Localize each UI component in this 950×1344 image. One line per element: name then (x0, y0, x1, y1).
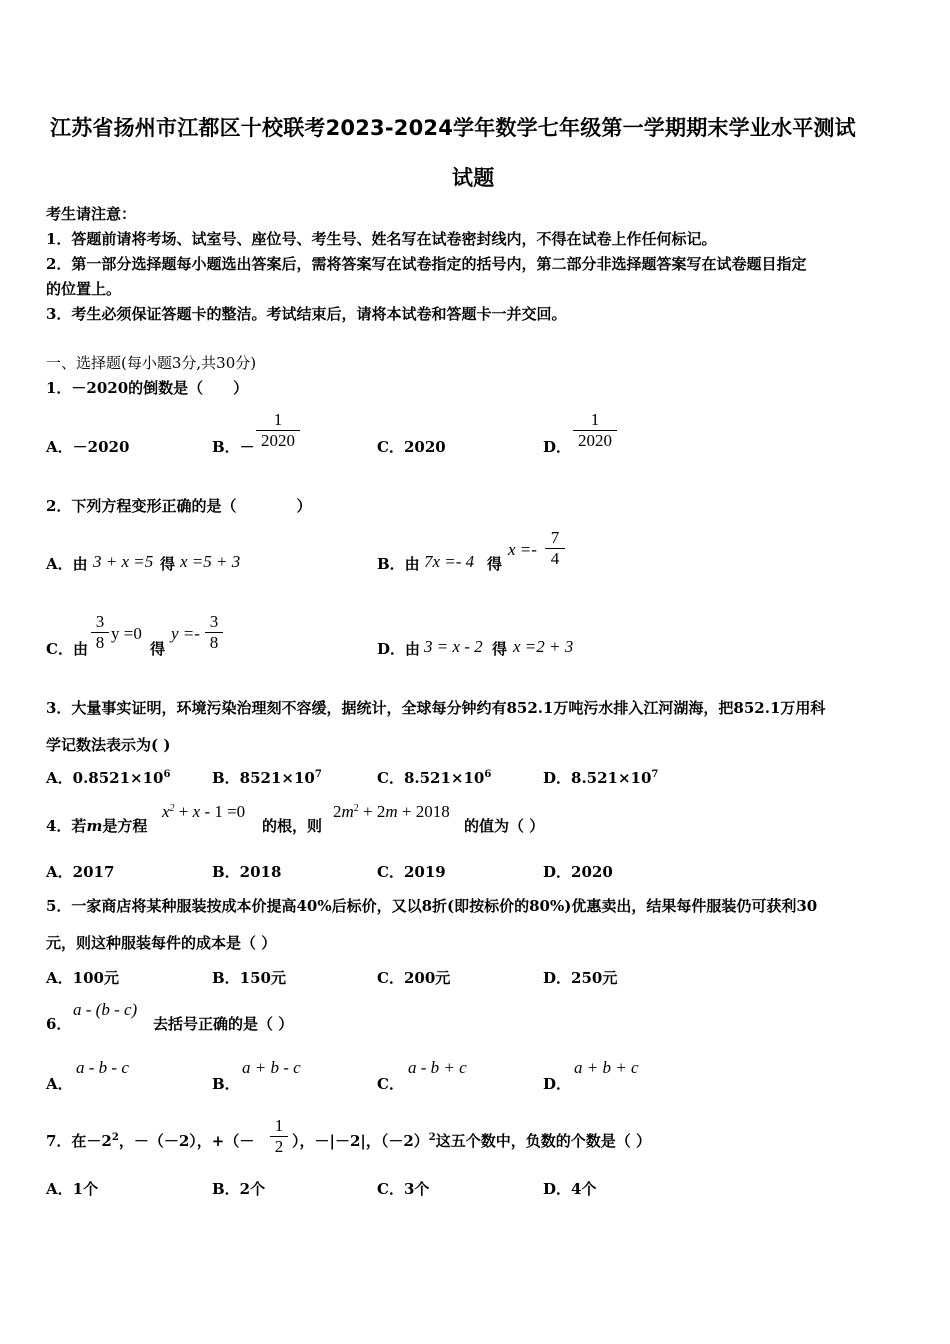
option-c: C．3个 (377, 1180, 430, 1198)
question-stem: 2．下列方程变形正确的是（ ） (46, 497, 312, 515)
question-stem: 的值为（ ） (464, 817, 545, 835)
equation: x =5 + 3 (180, 552, 241, 571)
equation: x =- (508, 540, 537, 559)
option-d: D．4个 (543, 1180, 597, 1198)
fraction-denominator: 2020 (261, 431, 295, 450)
fraction-numerator: 1 (590, 410, 600, 429)
option-a: A．由 (46, 555, 88, 573)
fraction (270, 1116, 288, 1157)
fraction-denominator: 8 (95, 633, 105, 652)
fraction (205, 612, 223, 653)
fraction (573, 410, 617, 451)
option-c: C．由 (46, 640, 88, 658)
question-stem: 1．－2020的倒数是（ ） (46, 379, 249, 397)
equation: $2m^2 + 2m + 2018$ (333, 802, 450, 821)
fraction-numerator: 7 (550, 528, 560, 547)
equation: a + b - c (242, 1058, 301, 1077)
notice-item: 的位置上。 (46, 280, 122, 298)
text-de: 得 (150, 640, 166, 658)
equation: $x^2 + x - 1 =0$ (162, 802, 246, 821)
fraction-denominator: 4 (550, 549, 560, 568)
option-a: A．2017 (46, 863, 115, 881)
option-d: D．2020 (543, 863, 613, 881)
fraction-numerator: 3 (209, 612, 219, 631)
page-title-line2: 试题 (452, 166, 495, 190)
question-stem: 去括号正确的是（ ） (153, 1015, 294, 1033)
question-stem: ），－|－2|，$(-2)^2$这五个数中，负数的个数是（ ） (292, 1132, 651, 1150)
question-number: 6． (46, 1015, 72, 1033)
fraction-denominator: 8 (209, 633, 219, 652)
fraction-numerator: 1 (273, 410, 283, 429)
option-c: C．200元 (377, 969, 451, 987)
option-b: B．2个 (212, 1180, 266, 1198)
option-b: B．由 (377, 555, 420, 573)
fraction (256, 410, 300, 451)
fraction-denominator: 2 (274, 1137, 284, 1156)
equation: y =- (171, 624, 200, 643)
question-stem: 的根，则 (262, 817, 323, 835)
fraction (545, 528, 565, 569)
equation: a - (b - c) (73, 1000, 138, 1019)
option-c: C． (377, 1075, 404, 1093)
equation: x =2 + 3 (513, 637, 574, 656)
option-a: A． (46, 1075, 73, 1093)
text-de: 得 (160, 555, 176, 573)
section-heading: 一、选择题(每小题3分,共30分) (46, 354, 257, 372)
text-de: 得 (487, 555, 503, 573)
option-b: B． (212, 1075, 240, 1093)
fraction-denominator: 2020 (578, 431, 612, 450)
page-title: 江苏省扬州市江都区十校联考2023-2024学年数学七年级第一学期期末学业水平测试 (50, 116, 856, 140)
option-c: C．2020 (377, 438, 446, 456)
question-stem-cont: 学记数法表示为( ) (46, 736, 171, 754)
option-d: D．250元 (543, 969, 618, 987)
equation: a + b + c (574, 1058, 639, 1077)
fraction (91, 612, 109, 653)
question-stem: 5．一家商店将某种服装按成本价提高40%后标价，又以8折(即按标价的80%)优惠卖出，结果每件服装仍可获利30 (46, 897, 818, 915)
option-d: D．$8.521\times 10^7$ (543, 769, 659, 787)
option-a: A．100元 (46, 969, 119, 987)
equation: a - b + c (408, 1058, 467, 1077)
option-a: A．－2020 (46, 438, 130, 456)
equation: 3 = x - 2 (424, 637, 483, 656)
option-c: C．$8.521\times 10^6$ (377, 769, 492, 787)
notice-item: 3．考生必须保证答题卡的整洁。考试结束后，请将本试卷和答题卡一并交回。 (46, 305, 567, 323)
option-b: B．150元 (212, 969, 286, 987)
option-b: B．2018 (212, 863, 282, 881)
option-d: D． (543, 1075, 572, 1093)
question-stem: 3．大量事实证明，环境污染治理刻不容缓，据统计，全球每分钟约有852.1万吨污水排入江河湖海，把852.1万用科 (46, 699, 826, 717)
equation: 7x =- 4 (424, 552, 475, 571)
fraction-numerator: 3 (95, 612, 105, 631)
option-a: A．1个 (46, 1180, 99, 1198)
option-d: D． (543, 438, 572, 456)
option-b: B．－ (212, 438, 255, 456)
question-stem: 7．在$-2^2$，－（－2），+（－ (46, 1132, 255, 1150)
question-stem: 4．若m是方程 (46, 817, 148, 835)
notice-heading: 考生请注意： (46, 205, 137, 223)
equation: y =0 (111, 624, 142, 643)
text-de: 得 (492, 640, 508, 658)
fraction-numerator: 1 (274, 1116, 284, 1135)
notice-item: 1．答题前请将考场、试室号、座位号、考生号、姓名写在试卷密封线内，不得在试卷上作任何标记。 (46, 230, 717, 248)
option-d: D．由 (377, 640, 421, 658)
option-b: B．$8521\times 10^7$ (212, 769, 322, 787)
option-c: C．2019 (377, 863, 446, 881)
question-stem-cont: 元，则这种服装每件的成本是（ ） (46, 934, 277, 952)
equation: 3 + x =5 (93, 552, 154, 571)
equation: a - b - c (76, 1058, 129, 1077)
notice-item: 2．第一部分选择题每小题选出答案后，需将答案写在试卷指定的括号内，第二部分非选择题答案写在试卷题目指定 (46, 255, 807, 273)
option-a: A．$0.8521\times 10^6$ (46, 769, 171, 787)
